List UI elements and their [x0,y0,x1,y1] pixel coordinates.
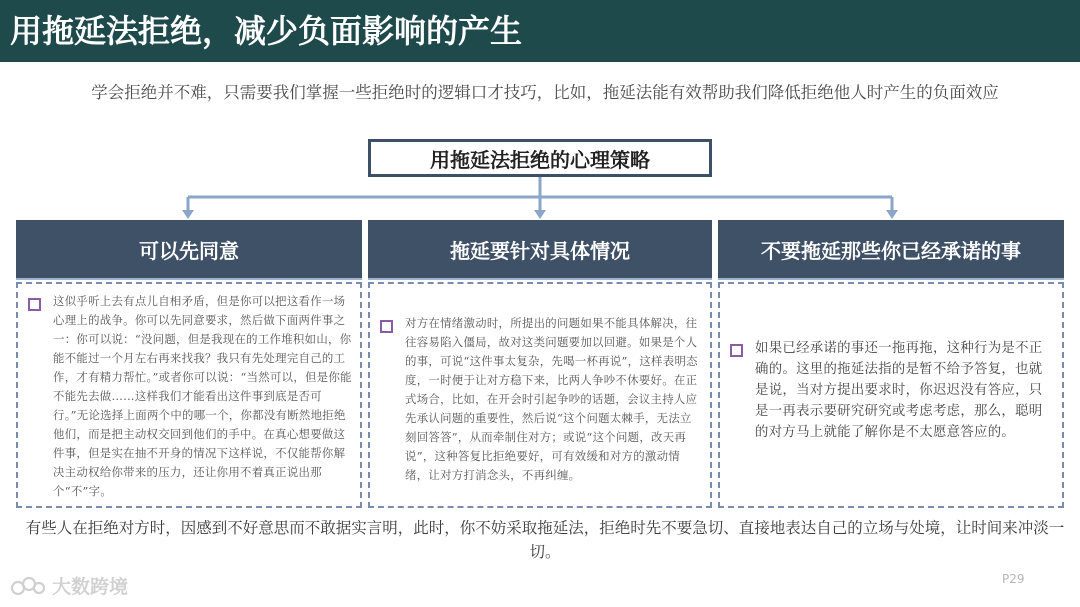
square-bullet-icon [380,320,393,333]
slide-title: 用拖延法拒绝，减少负面影响的产生 [10,12,523,50]
bullet-item-3 [730,338,1054,443]
column-body-3 [718,282,1064,508]
title-bar [0,0,1080,62]
square-bullet-icon [730,344,743,357]
column-body-2 [368,282,712,508]
bullet-text-3: 如果已经承诺的事还一拖再拖，这种行为是不正确的。这里的拖延法指的是暂不给予答复，也就是说，当对方提出要求时，你迟迟没有答应，只是一再表示要研究研究或考虑考虑，那么，聪明的对方马上就能了解你是不太愿意答应的。 [755,341,1043,440]
summary-text: 有些人在拒绝对方时，因感到不好意思而不敢据实言明，此时，你不妨采取拖延法，拒绝时先不要急切、直接地表达自己的立场与处境，让时间来冲淡一切。 [25,519,1065,561]
bullet-text-1: 这似乎听上去有点儿自相矛盾，但是你可以把这看作一场心理上的战争。你可以先同意要求，然后做下面两件事之一：你可以说：“没问题，但是我现在的工作堆积如山，你能不能过一个月左右再来找我？我只有先处理完自己的工作，才有精力帮忙。”或者你可以说：“当然可以，但是你能不能先去做……这样我们才能看出这件事到底是否可行。”无论选择上面两个中的哪一个，你都没有断然地拒绝他们，而是把主动权交回到他们的手中。在真心想要做这件事，但是实在抽不开身的情况下这样说，不仅能帮你解决主动权给你带来的压力，还让你用不着真正说出那个“不”字。 [53,294,352,498]
strategy-box: 用拖延法拒绝的心理策略 [368,139,712,177]
bullet-text-2: 对方在情绪激动时，所提出的问题如果不能具体解决，往往容易陷入僵局，故对这类问题要加以回避。如果是个人的事，可说“这件事太复杂，先喝一杯再说”，这样表明态度，一时便于让对方稳下来，比两人争吵不休要好。在正式场合，比如，在开会时引起争吵的话题，会议主持人应先承认问题的重要性，然后说“这个问题太棘手，无法立刻回答答”，从而牵制住对方；或说“这个问题，改天再说”，这种答复比拒绝要好，可有效缓和对方的激动情绪，让对方打消念头，不再纠缠。 [405,316,698,482]
column-header-3: 不要拖延那些你已经承诺的事 [718,220,1064,280]
arrow-down-icon [182,210,194,219]
logo-mark-icon [10,574,46,598]
brand-logo [10,572,128,599]
column-header-1: 可以先同意 [16,220,362,280]
square-bullet-icon [28,298,41,311]
column-header-2: 拖延要针对具体情况 [368,220,712,280]
column-body-1 [16,282,362,508]
arrow-down-icon [886,210,898,219]
page-number: P29 [1002,572,1025,586]
logo-text: 大数跨境 [52,576,129,598]
arrow-down-icon [534,210,546,219]
intro-text: 学会拒绝并不难，只需要我们掌握一些拒绝时的逻辑口才技巧，比如，拖延法能有效帮助我们降低拒绝他人时产生的负面效应 [91,83,999,102]
bullet-item-2 [380,314,702,485]
bullet-item-1 [28,292,352,501]
